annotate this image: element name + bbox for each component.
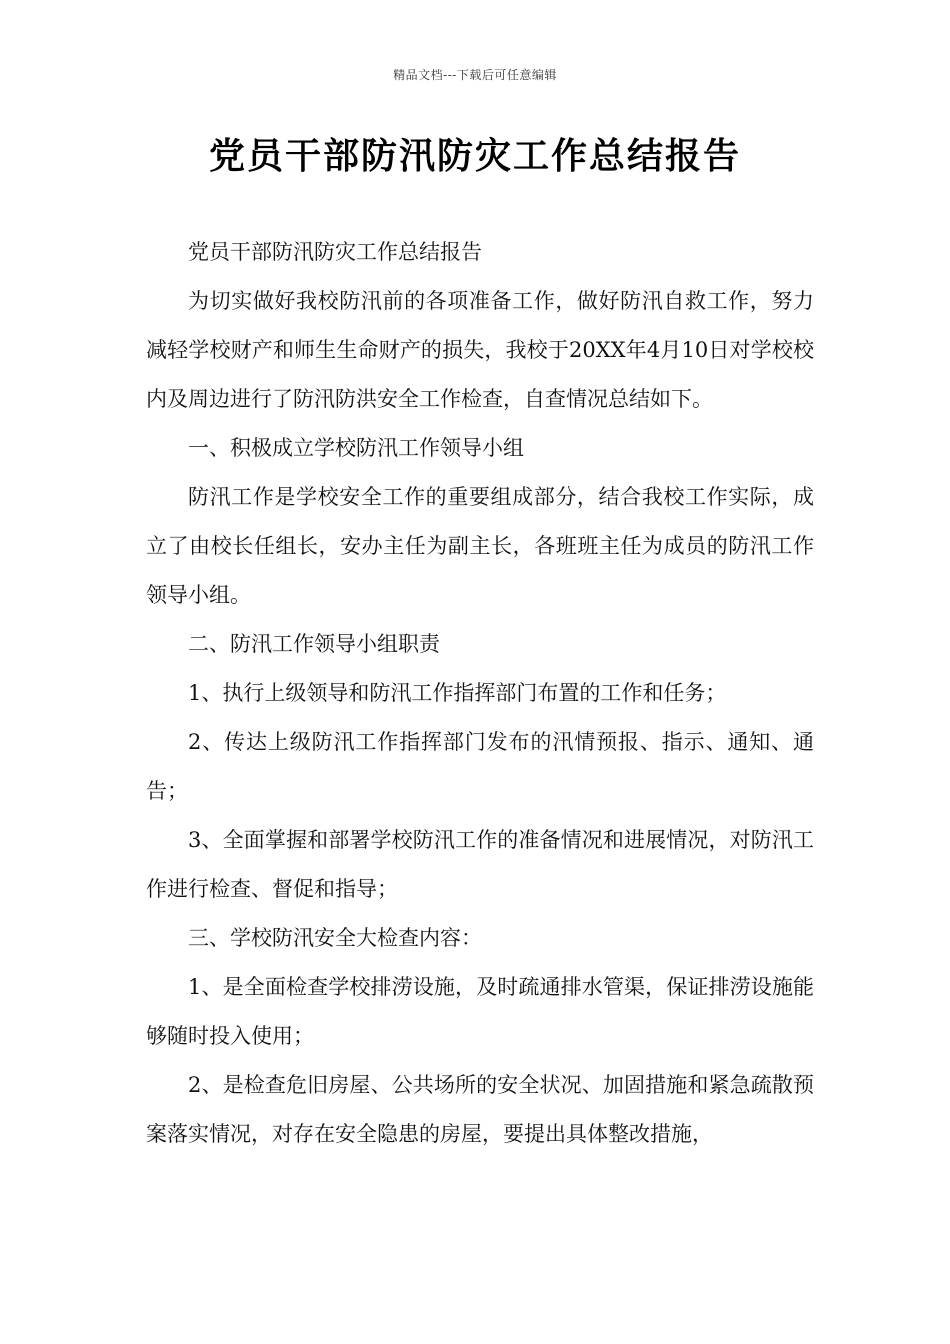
document-body (146, 228, 814, 1159)
section-heading-2: 二、防汛工作领导小组职责 (188, 632, 440, 656)
paragraph-subtitle: 党员干部防汛防灾工作总结报告 (188, 240, 482, 264)
header-note: 精品文档---下载后可任意编辑 (393, 68, 557, 82)
section-heading-3: 三、学校防汛安全大检查内容： (188, 926, 482, 950)
list-item-duty-1: 1、执行上级领导和防汛工作指挥部门布置的工作和任务； (188, 681, 727, 705)
list-item-duty-3: 3、全面掌握和部署学校防汛工作的准备情况和进展情况，对防汛工作进行检查、督促和指导； (146, 828, 814, 901)
section-heading-1: 一、积极成立学校防汛工作领导小组 (188, 436, 524, 460)
paragraph-intro: 为切实做好我校防汛前的各项准备工作，做好防汛自救工作，努力减轻学校财产和师生生命财产的损失，我校于20XX年4月10日对学校校内及周边进行了防汛防洪安全工作检查，自查情况总结如下。 (146, 289, 814, 411)
list-item-check-2: 2、是检查危旧房屋、公共场所的安全状况、加固措施和紧急疏散预案落实情况，对存在安全隐患的房屋，要提出具体整改措施， (146, 1073, 814, 1146)
list-item-duty-2: 2、传达上级防汛工作指挥部门发布的汛情预报、指示、通知、通告； (146, 730, 814, 803)
document-title: 党员干部防汛防灾工作总结报告 (208, 136, 741, 177)
list-item-check-1: 1、是全面检查学校排涝设施，及时疏通排水管渠，保证排涝设施能够随时投入使用； (146, 975, 814, 1048)
paragraph-section-1: 防汛工作是学校安全工作的重要组成部分，结合我校工作实际，成立了由校长任组长，安办主任为副主长，各班班主任为成员的防汛工作领导小组。 (146, 485, 814, 607)
